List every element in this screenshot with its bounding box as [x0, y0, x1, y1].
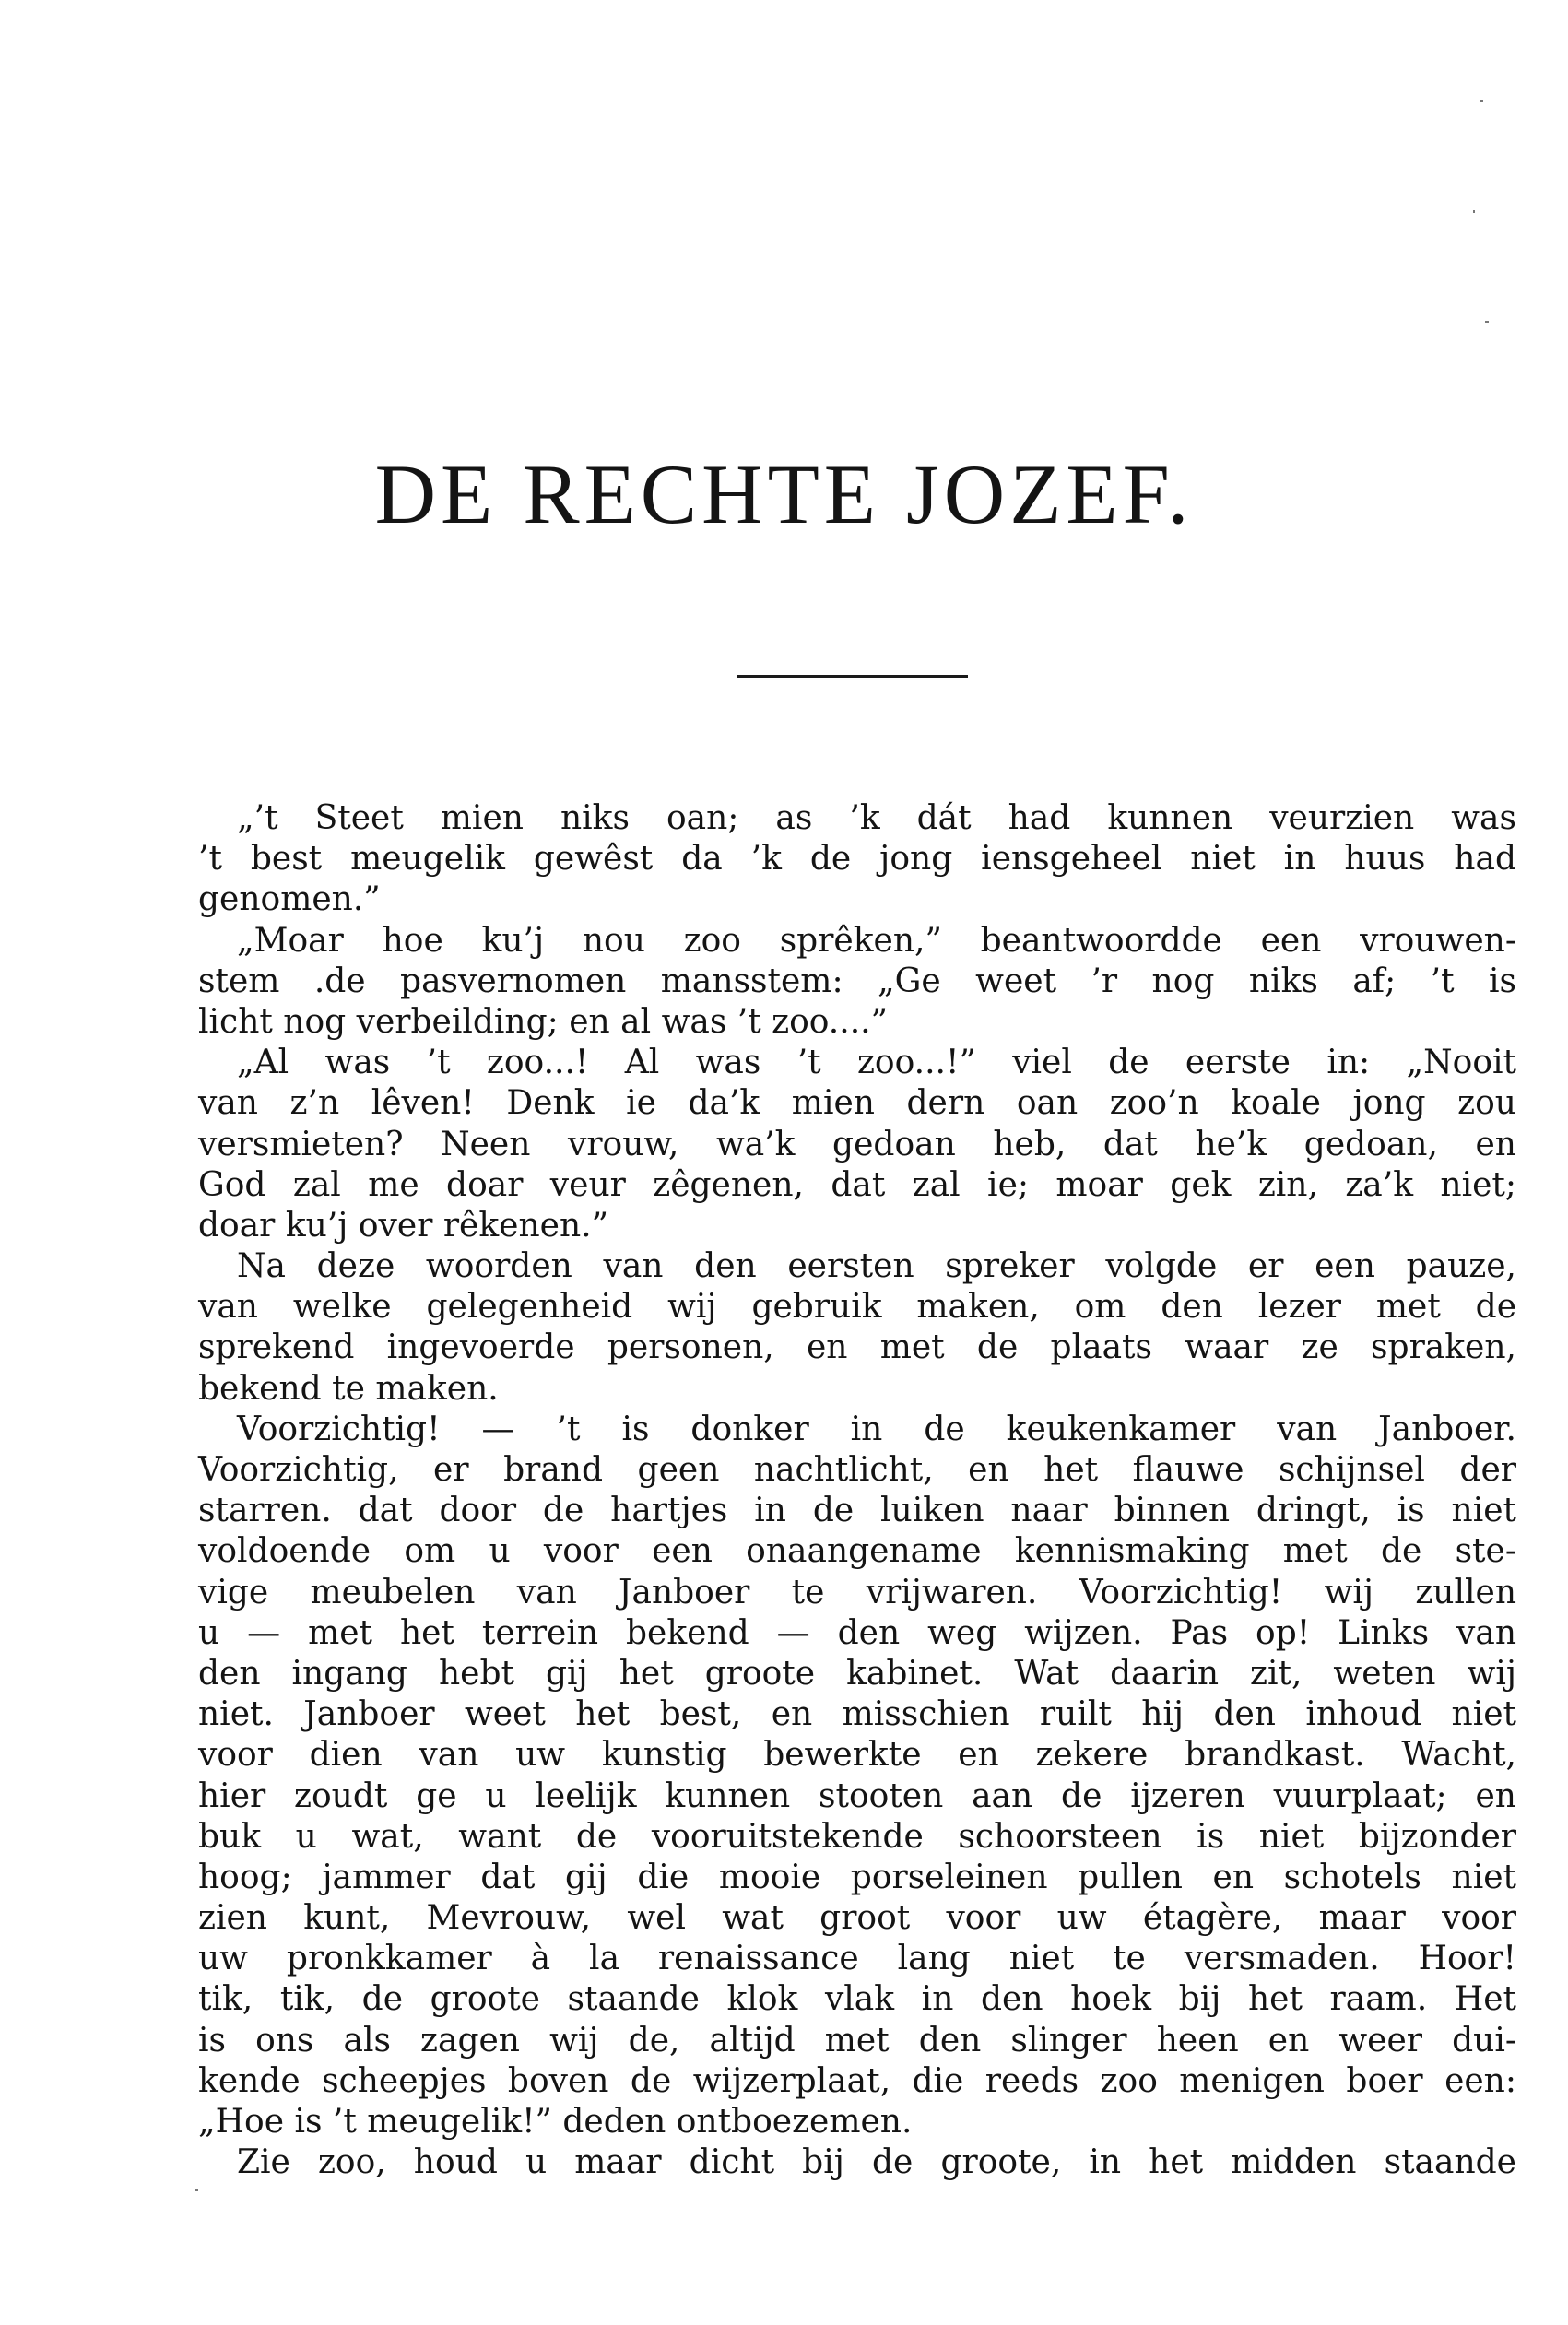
- title-divider: [737, 675, 968, 678]
- text-line: Na deze woorden van den eersten spreker volgde er een pauze,: [237, 1247, 1516, 1286]
- scan-speck: [1480, 100, 1483, 102]
- scan-speck: [1485, 321, 1489, 323]
- text-line: u — met het terrein bekend — den weg wijzen. Pas op! Links van: [198, 1613, 1516, 1652]
- text-line: „Moar hoe ku’j nou zoo sprêken,” beantwoordde een vrouwen-: [237, 921, 1516, 960]
- text-line: Voorzichtig, er brand geen nachtlicht, en het flauwe schijnsel der: [198, 1451, 1516, 1489]
- text-line: van welke gelegenheid wij gebruik maken, om den lezer met de: [198, 1288, 1516, 1327]
- text-line: van z’n lêven! Denk ie da’k mien dern oan zoo’n koale jong zou: [198, 1084, 1516, 1123]
- text-line: „’t Steet mien niks oan; as ’k dát had kunnen veurzien was: [237, 799, 1516, 837]
- text-line: zien kunt, Mevrouw, wel wat groot voor uw étagère, maar voor: [198, 1899, 1516, 1938]
- text-line: voldoende om u voor een onaangename kennismaking met de ste-: [198, 1532, 1516, 1571]
- text-line: is ons als zagen wij de, altijd met den slinger heen en weer dui-: [198, 2021, 1516, 2059]
- text-line: kende scheepjes boven de wijzerplaat, die reeds zoo menigen boer een:: [198, 2061, 1516, 2100]
- scan-speck: [195, 2189, 198, 2191]
- text-line: „Hoe is ’t meugelik!” deden ontboezemen.: [198, 2103, 913, 2141]
- text-line: hier zoudt ge u leelijk kunnen stooten aan de ijzeren vuurplaat; en: [198, 1776, 1516, 1815]
- text-line: voor dien van uw kunstig bewerkte en zekere brandkast. Wacht,: [198, 1736, 1516, 1775]
- text-line: hoog; jammer dat gij die mooie porseleinen pullen en schotels niet: [198, 1858, 1516, 1896]
- text-line: Voorzichtig! — ’t is donker in de keukenkamer van Janboer.: [237, 1410, 1516, 1448]
- text-line: den ingang hebt gij het groote kabinet. Wat daarin zit, weten wij: [198, 1654, 1516, 1693]
- text-line: buk u wat, want de vooruitstekende schoorsteen is niet bijzonder: [198, 1817, 1516, 1856]
- chapter-title: DE RECHTE JOZEF.: [374, 447, 1194, 541]
- text-line: licht nog verbeilding; en al was ’t zoo....”: [198, 1002, 888, 1041]
- text-line: stem .de pasvernomen mansstem: „Ge weet ’r nog niks af; ’t is: [198, 962, 1516, 1000]
- text-line: tik, tik, de groote staande klok vlak in den hoek bij het raam. Het: [198, 1980, 1516, 2019]
- text-line: vige meubelen van Janboer te vrijwaren. Voorzichtig! wij zullen: [198, 1573, 1516, 1611]
- text-line: God zal me doar veur zêgenen, dat zal ie; moar gek zin, za’k niet;: [198, 1165, 1516, 1204]
- text-line: genomen.”: [198, 880, 381, 919]
- scan-speck: [1473, 210, 1475, 213]
- text-line: niet. Janboer weet het best, en misschien ruilt hij den inhoud niet: [198, 1695, 1516, 1734]
- text-line: uw pronkkamer à la renaissance lang niet te versmaden. Hoor!: [198, 1940, 1516, 1978]
- text-line: bekend te maken.: [198, 1369, 499, 1408]
- text-line: „Al was ’t zoo...! Al was ’t zoo...!” viel de eerste in: „Nooit: [237, 1044, 1516, 1082]
- text-line: doar ku’j over rêkenen.”: [198, 1206, 609, 1245]
- text-line: ’t best meugelik gewêst da ’k de jong iensgeheel niet in huus had: [198, 840, 1516, 879]
- text-line: Zie zoo, houd u maar dicht bij de groote, in het midden staande: [237, 2143, 1516, 2182]
- text-line: starren. dat door de hartjes in de luiken naar binnen dringt, is niet: [198, 1492, 1516, 1530]
- body-text: [198, 798, 1516, 2183]
- text-line: versmieten? Neen vrouw, wa’k gedoan heb, dat he’k gedoan, en: [198, 1125, 1516, 1163]
- text-line: sprekend ingevoerde personen, en met de plaats waar ze spraken,: [198, 1328, 1516, 1367]
